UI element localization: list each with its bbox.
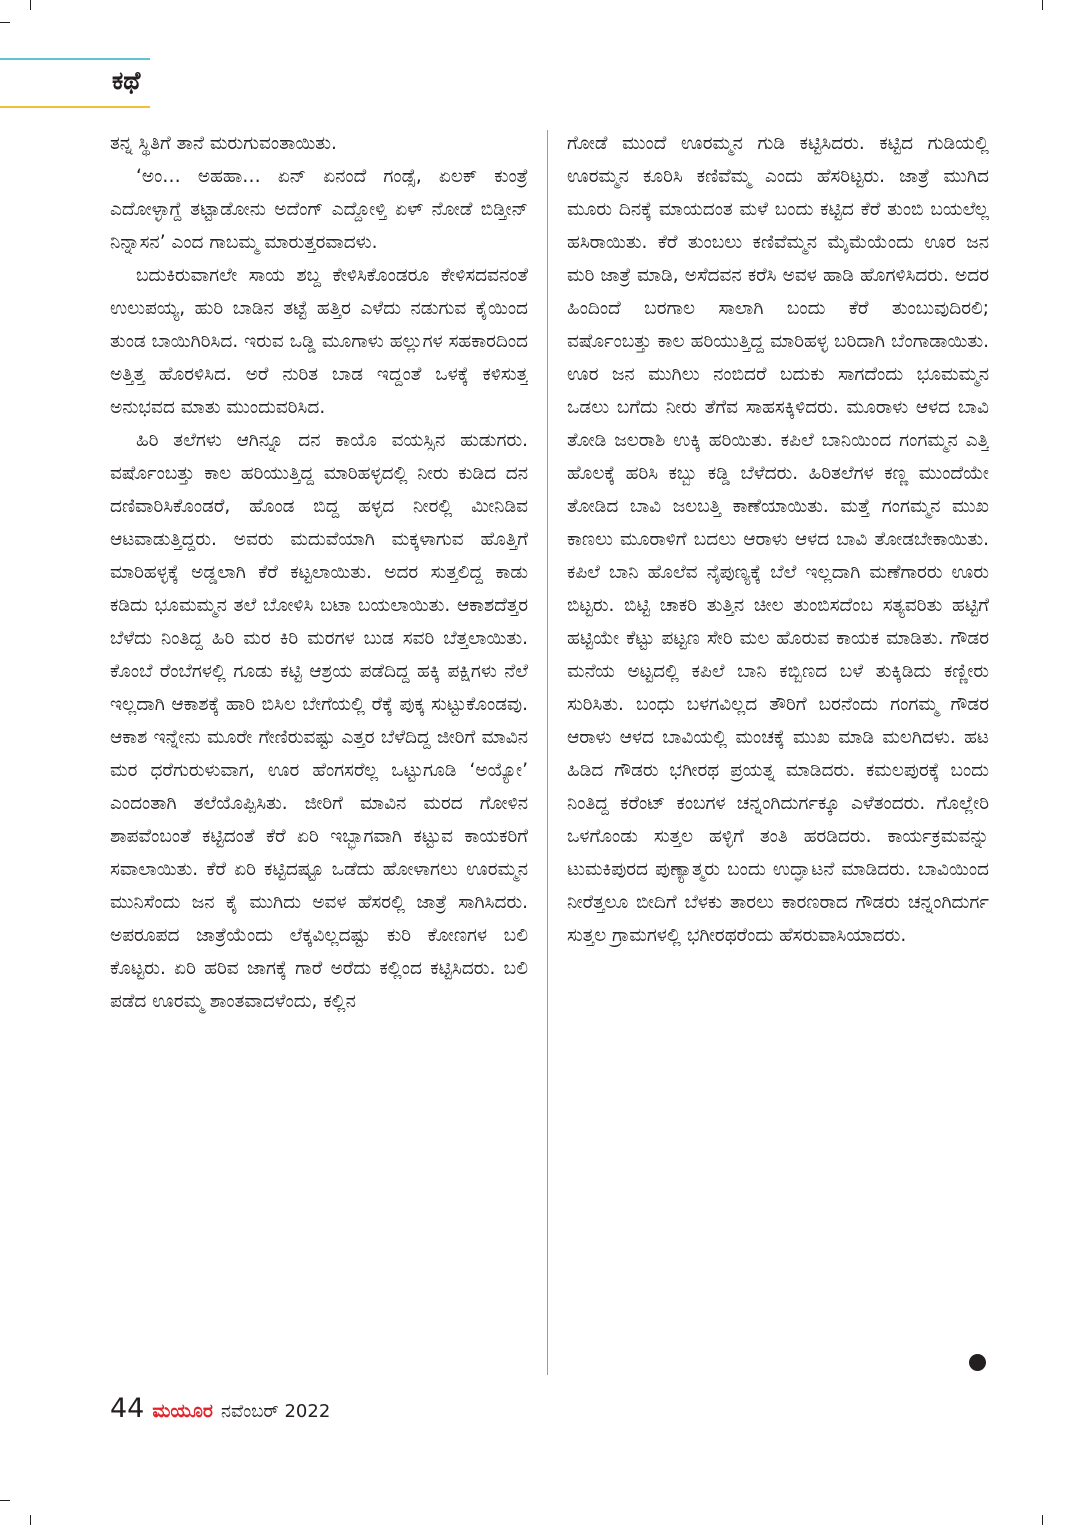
crop-mark-left-lower <box>0 1500 10 1501</box>
section-label: ಕಥೆ <box>112 66 141 95</box>
crop-mark-top-left <box>30 0 31 10</box>
crop-mark-top-right <box>1042 0 1043 10</box>
paragraph: ತನ್ನ ಸ್ಥಿತಿಗೆ ತಾನೆ ಮರುಗುವಂತಾಯಿತು. <box>110 133 337 154</box>
magazine-name: ಮಯೂರ <box>152 1400 213 1422</box>
paragraph: ‘ಅಂ… ಅಹಹಾ… ಏನ್ ಏನಂದೆ ಗಂಡ್ಸೆ, ಏಲಕ್ ಕುಂತ್ರೆ ಎದೋಳ್ಳಾಗ್ದೆ ತಟ್ಟಾಡೋನು ಅದೆಂಗ್ ಎದ್ದೋಳ್ತಿ ಏಳ್ ನೋಡೆ ಬಿಡ್ತೀನ್ ನಿನ್ನಾಸನ’ ಎಂದ ಗಾಬಮ್ಮ ಮಾರುತ್ತರವಾದಳು. <box>110 166 528 253</box>
column-right <box>567 127 989 1377</box>
column-left <box>110 127 528 1377</box>
column-divider <box>547 130 548 1375</box>
page-footer <box>110 1393 330 1433</box>
paragraph: ಗೋಡೆ ಮುಂದೆ ಊರಮ್ಮನ ಗುಡಿ ಕಟ್ಟಿಸಿದರು. ಕಟ್ಟಿದ ಗುಡಿಯಲ್ಲಿ ಊರಮ್ಮನ ಕೂರಿಸಿ ಕಣಿವೆಮ್ಮ ಎಂದು ಹೆಸರಿಟ್ಟರು. ಜಾತ್ರೆ ಮುಗಿದ ಮೂರು ದಿನಕ್ಕೆ ಮಾಯದಂತ ಮಳೆ ಬಂದು ಕಟ್ಟಿದ ಕೆರೆ ತುಂಬಿ ಬಯಲೆಲ್ಲ ಹಸಿರಾಯಿತು. ಕೆರೆ ತುಂಬಲು ಕಣಿವೆಮ್ಮನ ಮೈಮೆಯೆಂದು ಊರ ಜನ ಮರಿ ಜಾತ್ರೆ ಮಾಡಿ, ಅಸೆದವನ ಕರೆಸಿ ಅವಳ ಹಾಡಿ ಹೊಗಳಿಸಿದರು. ಅದರ ಹಿಂದಿಂದೆ ಬರಗಾಲ ಸಾಲಾಗಿ ಬಂದು ಕೆರೆ ತುಂಬುವುದಿರಲಿ; ವರ್ಷೊಂಬತ್ತು ಕಾಲ ಹರಿಯುತ್ತಿದ್ದ ಮಾರಿಹಳ್ಳ ಬರಿದಾಗಿ ಬೆಂಗಾಡಾಯಿತು. ಊರ ಜನ ಮುಗಿಲು ನಂಬಿದರೆ ಬದುಕು ಸಾಗದೆಂದು ಭೂಮಮ್ಮನ ಒಡಲು ಬಗೆದು ನೀರು ತೆಗೆವ ಸಾಹಸಕ್ಕಿಳಿದರು. ಮೂರಾಳು ಆಳದ ಬಾವಿ ತೋಡಿ ಜಲರಾಶಿ ಉಕ್ಕಿ ಹರಿಯಿತು. ಕಪಿಲೆ ಬಾನಿಯಿಂದ ಗಂಗಮ್ಮನ ಎತ್ತಿ ಹೊಲಕ್ಕೆ ಹರಿಸಿ ಕಬ್ಬು ಕಡ್ಡಿ ಬೆಳೆದರು. ಹಿರಿತಲೆಗಳ ಕಣ್ಣ ಮುಂದೆಯೇ ತೋಡಿದ ಬಾವಿ ಜಲಬತ್ತಿ ಕಾಣೆಯಾಯಿತು. ಮತ್ತೆ ಗಂಗಮ್ಮನ ಮುಖ ಕಾಣಲು ಮೂರಾಳಿಗೆ ಬದಲು ಆರಾಳು ಆಳದ ಬಾವಿ ತೋಡಬೇಕಾಯಿತು. ಕಪಿಲೆ ಬಾನಿ ಹೊಲೆವ ನೈಪುಣ್ಯಕ್ಕೆ ಬೆಲೆ ಇಲ್ಲದಾಗಿ ಮಣೆಗಾರರು ಊರು ಬಿಟ್ಟರು. ಬಿಟ್ಟಿ ಚಾಕರಿ ತುತ್ತಿನ ಚೀಲ ತುಂಬಿಸದೆಂಬ ಸತ್ಯವರಿತು ಹಟ್ಟಿಗೆ ಹಟ್ಟಿಯೇ ಕೆಟ್ಟು ಪಟ್ಟಣ ಸೇರಿ ಮಲ ಹೊರುವ ಕಾಯಕ ಮಾಡಿತು. ಗೌಡರ ಮನೆಯ ಅಟ್ಟದಲ್ಲಿ ಕಪಿಲೆ ಬಾನಿ ಕಬ್ಬಿಣದ ಬಳೆ ತುಕ್ಕಿಡಿದು ಕಣ್ಣೀರು ಸುರಿಸಿತು. ಬಂಧು ಬಳಗವಿಲ್ಲದ ತೌರಿಗೆ ಬರನೆಂದು ಗಂಗಮ್ಮ ಗೌಡರ ಆರಾಳು ಆಳದ ಬಾವಿಯಲ್ಲಿ ಮಂಚಕ್ಕೆ ಮುಖ ಮಾಡಿ ಮಲಗಿದಳು. ಹಟ ಹಿಡಿದ ಗೌಡರು ಭಗೀರಥ ಪ್ರಯತ್ನ ಮಾಡಿದರು. ಕಮಲಪುರಕ್ಕೆ ಬಂದು ನಿಂತಿದ್ದ ಕರೆಂಟ್ ಕಂಬಗಳ ಚನ್ನಂಗಿದುರ್ಗಕ್ಕೂ ಎಳೆತಂದರು. ಗೊಲ್ಲೇರಿ ಒಳಗೊಂಡು ಸುತ್ತಲ ಹಳ್ಳಿಗೆ ತಂತಿ ಹರಡಿದರು. ಕಾರ್ಯಕ್ರಮವನ್ನು ಟುಮಕಿಪುರದ ಪುಣ್ಯಾತ್ಮರು ಬಂದು ಉದ್ಘಾಟನೆ ಮಾಡಿದರು. ಬಾವಿಯಿಂದ ನೀರೆತ್ತಲೂ ಬೀದಿಗೆ ಬೆಳಕು ತಾರಲು ಕಾರಣರಾದ ಗೌಡರು ಚನ್ನಂಗಿದುರ್ಗ ಸುತ್ತಲ ಗ್ರಾಮಗಳಲ್ಲಿ ಭಗೀರಥರೆಂದು ಹೆಸರುವಾಸಿಯಾದರು. <box>567 133 989 946</box>
paragraph: ಬದುಕಿರುವಾಗಲೇ ಸಾಯ ಶಬ್ದ ಕೇಳಿಸಿಕೊಂಡರೂ ಕೇಳಿಸದವನಂತೆ ಉಲುಪಯ್ಯ, ಹುರಿ ಬಾಡಿನ ತಟ್ಟೆ ಹತ್ತಿರ ಎಳೆದು ನಡುಗುವ ಕೈಯಿಂದ ತುಂಡ ಬಾಯಿಗಿರಿಸಿದ. ಇರುವ ಒಡ್ಡಿ ಮೂಗಾಳು ಹಲ್ಲುಗಳ ಸಹಕಾರದಿಂದ ಅತ್ತಿತ್ತ ಹೊರಳಿಸಿದ. ಅರೆ ನುರಿತ ಬಾಡ ಇದ್ದಂತೆ ಒಳಕ್ಕೆ ಕಳಿಸುತ್ತ ಅನುಭವದ ಮಾತು ಮುಂದುವರಿಸಿದ. <box>110 265 528 418</box>
issue-date: ನವೆಂಬರ್ 2022 <box>220 1401 331 1422</box>
paragraph: ಹಿರಿ ತಲೆಗಳು ಆಗಿನ್ನೂ ದನ ಕಾಯೊ ವಯಸ್ಸಿನ ಹುಡುಗರು. ವರ್ಷೊಂಬತ್ತು ಕಾಲ ಹರಿಯುತ್ತಿದ್ದ ಮಾರಿಹಳ್ಳದಲ್ಲಿ ನೀರು ಕುಡಿದ ದನ ದಣಿವಾರಿಸಿಕೊಂಡರೆ, ಹೊಂಡ ಬಿದ್ದ ಹಳ್ಳದ ನೀರಲ್ಲಿ ಮೀನಿಡಿವ ಆಟವಾಡುತ್ತಿದ್ದರು. ಅವರು ಮದುವೆಯಾಗಿ ಮಕ್ಕಳಾಗುವ ಹೊತ್ತಿಗೆ ಮಾರಿಹಳ್ಳಕ್ಕೆ ಅಡ್ಡಲಾಗಿ ಕೆರೆ ಕಟ್ಟಲಾಯಿತು. ಅದರ ಸುತ್ತಲಿದ್ದ ಕಾಡು ಕಡಿದು ಭೂಮಮ್ಮನ ತಲೆ ಬೋಳಿಸಿ ಬಟಾ ಬಯಲಾಯಿತು. ಆಕಾಶದೆತ್ತರ ಬೆಳೆದು ನಿಂತಿದ್ದ ಹಿರಿ ಮರ ಕಿರಿ ಮರಗಳ ಬುಡ ಸವರಿ ಬೆತ್ತಲಾಯಿತು. ಕೊಂಬೆ ರೆಂಬೆಗಳಲ್ಲಿ ಗೂಡು ಕಟ್ಟಿ ಆಶ್ರಯ ಪಡೆದಿದ್ದ ಹಕ್ಕಿ ಪಕ್ಷಿಗಳು ನೆಲೆ ಇಲ್ಲದಾಗಿ ಆಕಾಶಕ್ಕೆ ಹಾರಿ ಬಿಸಿಲ ಬೇಗೆಯಲ್ಲಿ ರೆಕ್ಕೆ ಪುಕ್ಕ ಸುಟ್ಟುಕೊಂಡವು. ಆಕಾಶ ಇನ್ನೇನು ಮೂರೇ ಗೇಣಿರುವಷ್ಟು ಎತ್ತರ ಬೆಳೆದಿದ್ದ ಜೀರಿಗೆ ಮಾವಿನ ಮರ ಧರೆಗುರುಳುವಾಗ, ಊರ ಹೆಂಗಸರೆಲ್ಲ ಒಟ್ಟುಗೂಡಿ ‘ಅಯ್ಯೋ’ ಎಂದಂತಾಗಿ ತಲೆಯೊಪ್ಪಿಸಿತು. ಜೀರಿಗೆ ಮಾವಿನ ಮರದ ಗೋಳಿನ ಶಾಪವೆಂಬಂತೆ ಕಟ್ಟಿದಂತೆ ಕೆರೆ ಏರಿ ಇಬ್ಭಾಗವಾಗಿ ಕಟ್ಟುವ ಕಾಯಕರಿಗೆ ಸವಾಲಾಯಿತು. ಕೆರೆ ಏರಿ ಕಟ್ಟಿದಷ್ಟೂ ಒಡೆದು ಹೋಳಾಗಲು ಊರಮ್ಮನ ಮುನಿಸೆಂದು ಜನ ಕೈ ಮುಗಿದು ಅವಳ ಹೆಸರಲ್ಲಿ ಜಾತ್ರೆ ಸಾಗಿಸಿದರು. ಅಪರೂಪದ ಜಾತ್ರೆಯೆಂದು ಲೆಕ್ಕವಿಲ್ಲದಷ್ಟು ಕುರಿ ಕೋಣಗಳ ಬಲಿ ಕೊಟ್ಟರು. ಏರಿ ಹರಿವ ಜಾಗಕ್ಕೆ ಗಾರೆ ಅರೆದು ಕಲ್ಲಿಂದ ಕಟ್ಟಿಸಿದರು. ಬಲಿ ಪಡೆದ ಊರಮ್ಮ ಶಾಂತವಾದಳೆಂದು, ಕಲ್ಲಿನ <box>110 430 528 1012</box>
header-rule-bottom <box>0 106 150 108</box>
header-rule-top <box>0 58 150 60</box>
crop-mark-bottom-left <box>30 1515 31 1525</box>
end-of-story-dot <box>969 1354 986 1371</box>
page-number: 44 <box>110 1393 145 1424</box>
crop-mark-bottom-right <box>1042 1515 1043 1525</box>
crop-mark-left-upper <box>0 22 10 23</box>
